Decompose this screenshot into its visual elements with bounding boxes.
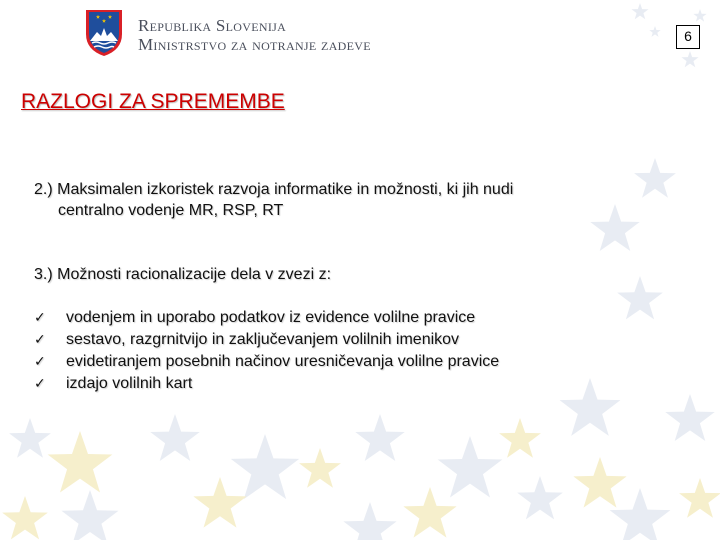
list-item-text: sestavo, razgrnitvijo in zaključevanjem volilnih imenikov (66, 331, 460, 348)
checkmark-icon: ✓ (34, 310, 46, 326)
checklist (34, 307, 499, 395)
list-item-text: evidetiranjem posebnih načinov uresničevanja volilne pravice (66, 353, 500, 370)
list-item-text: izdajo volilnih kart (66, 375, 193, 392)
list-item (34, 329, 499, 351)
list-item (34, 351, 499, 373)
org-line-2: Ministrstvo za notranje zadeve (138, 35, 371, 54)
point-2-line-1: 2.) Maksimalen izkoristek razvoja informatike in možnosti, ki jih nudi (34, 181, 514, 198)
list-item (34, 307, 499, 329)
ministry-name (138, 16, 371, 54)
slide-title: RAZLOGI ZA SPREMEMBE (21, 90, 285, 113)
org-line-1: Republika Slovenija (138, 16, 287, 35)
ministry-header (84, 8, 424, 58)
point-3-paragraph: 3.) Možnosti racionalizacije dela v zvezi z: (34, 266, 332, 283)
checkmark-icon: ✓ (34, 354, 46, 370)
slovenia-coat-of-arms-icon (84, 8, 124, 58)
list-item-text: vodenjem in uporabo podatkov iz evidence volilne pravice (66, 309, 476, 326)
point-2-line-2: centralno vodenje MR, RSP, RT (58, 202, 284, 219)
slide-number: 6 (676, 25, 700, 49)
checkmark-icon: ✓ (34, 376, 46, 392)
point-2-paragraph (34, 179, 513, 221)
checkmark-icon: ✓ (34, 332, 46, 348)
list-item (34, 373, 499, 395)
